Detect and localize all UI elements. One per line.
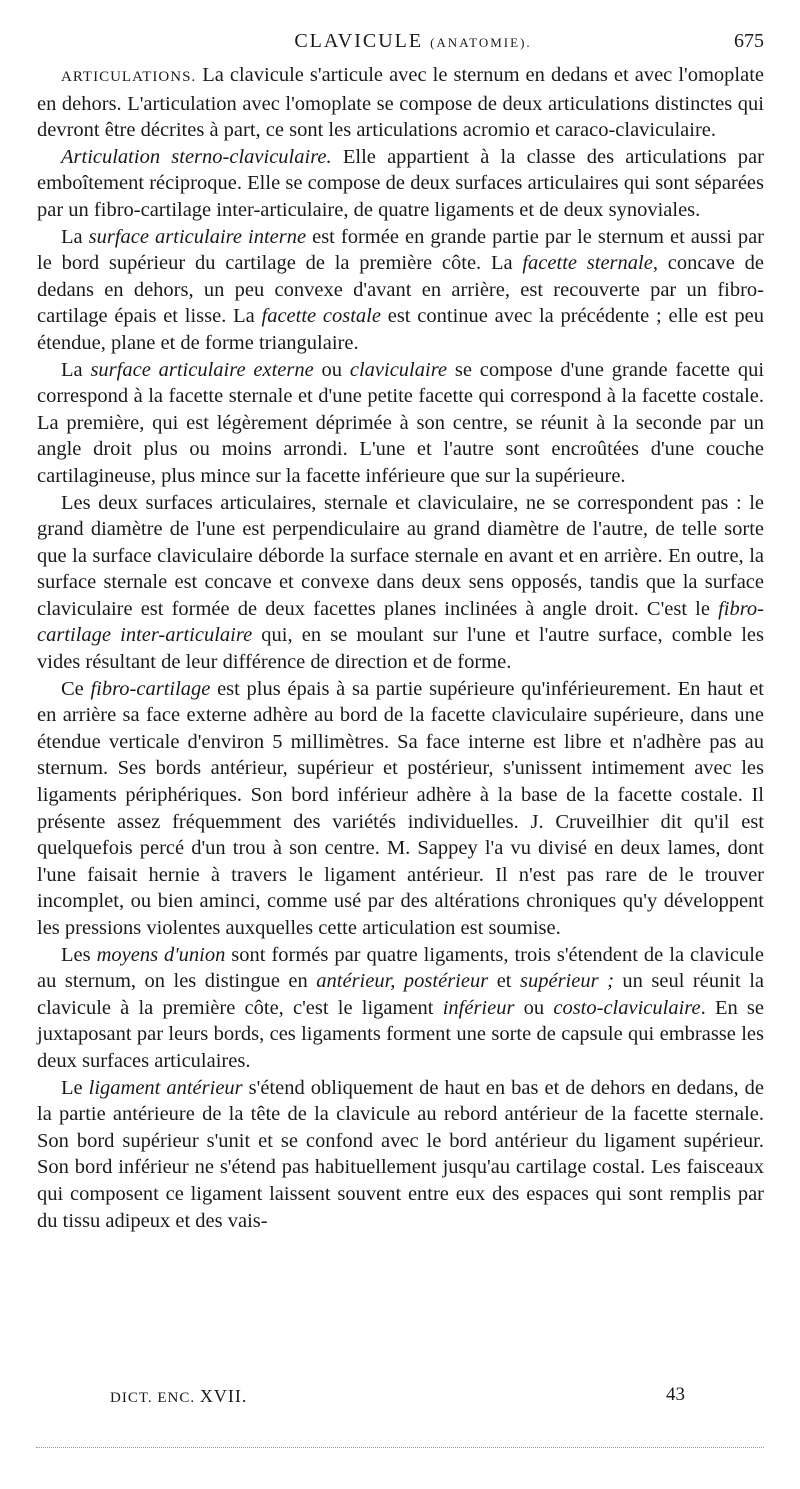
running-title-subtitle: (ANATOMIE). xyxy=(430,35,532,50)
text-run: qui, en se moulant sur l'une et l'autre surface, comble les vides résultant de leur différence de direction et de forme. xyxy=(37,624,764,674)
page-footer xyxy=(110,1382,685,1408)
text-run: La xyxy=(61,358,91,381)
paragraph xyxy=(37,357,764,490)
paragraph xyxy=(37,942,764,1075)
text-run: Les xyxy=(61,943,97,966)
text-run: . En se juxtaposant par leurs bords, ces ligaments forment une sorte de capsule qui embrasse les deux surfaces articulaires. xyxy=(37,996,764,1072)
italic-term: ligament antérieur xyxy=(88,1076,243,1099)
text-run: , concave de dedans en dehors, un peu convexe d'avant en arrière, est recouverte par un fibro-cartilage épais et lisse. La xyxy=(37,252,765,328)
paragraph xyxy=(37,224,764,357)
paragraph xyxy=(37,1075,764,1235)
italic-term: antérieur, postérieur xyxy=(316,970,489,993)
text-run: La clavicule s'articule avec le sternum en dedans et avec l'omoplate en dehors. L'articulation avec l'omoplate se compose de deux articulations distinctes qui devront être décrites à part, ce sont les articulations acromio et caraco-claviculaire. xyxy=(37,64,764,142)
text-run: Ce xyxy=(61,677,91,700)
text-run: est continue avec la précédente ; elle est peu étendue, plane et de forme triangulaire. xyxy=(37,305,764,354)
italic-term: claviculaire xyxy=(349,358,448,381)
running-head xyxy=(62,30,764,54)
paragraph xyxy=(37,490,764,676)
text-run: Les deux surfaces articulaires, sternale et claviculaire, ne se correspondent pas : le grand diamètre de l'une est perpendiculaire au grand diamètre de l'autre, de telle sorte que la surface claviculaire déborde la surface sternale en avant et en arrière. En outre, la surface sternale est concave et convexe dans deux sens opposés, tandis que la surface claviculaire est formée de deux facettes planes inclinées à angle droit. C'est le xyxy=(37,491,764,620)
italic-term: fibro-cartilage xyxy=(90,677,211,700)
paragraph xyxy=(37,62,764,144)
text-run: La xyxy=(61,225,89,248)
running-title xyxy=(62,30,764,53)
text-run: et xyxy=(488,970,520,993)
body-text xyxy=(37,62,764,1234)
italic-term: Articulation sterno-claviculaire. xyxy=(61,145,332,168)
section-heading: ARTICULATIONS. xyxy=(61,69,197,85)
text-run: sont formés par quatre ligaments, trois s'étendent de la clavicule au sternum, on les distingue en xyxy=(37,943,764,993)
paragraph xyxy=(37,676,764,942)
page-number: 675 xyxy=(734,30,764,52)
printer-signature xyxy=(110,1386,247,1407)
italic-term: surface articulaire externe xyxy=(90,358,314,381)
italic-term: inférieur xyxy=(442,996,515,1019)
paragraph xyxy=(37,144,764,224)
italic-term: facette sternale xyxy=(522,252,653,275)
text-run: un seul réunit la clavicule à la première côte, c'est le ligament xyxy=(37,970,765,1019)
text-run: ou xyxy=(514,996,554,1019)
signature-label: DICT. ENC. xyxy=(110,1390,196,1406)
text-run: est formée en grande partie par le sternum et aussi par le bord supérieur du cartilage de la première côte. La xyxy=(37,225,764,275)
text-run: s'étend obliquement de haut en bas et de dehors en dedans, de la partie antérieure de la tête de la clavicule au rebord antérieur de la facette sternale. Son bord supérieur s'unit et se confond avec le bord antérieur du ligament supérieur. Son bord inférieur ne s'étend pas habituellement jusqu'au cartilage costal. Les faisceaux qui composent ce ligament laissent souvent entre eux des espaces qui sont remplis par du tissu adipeux et des vais- xyxy=(37,1076,764,1232)
italic-term: moyens d'union xyxy=(96,943,226,966)
text-run: Elle appartient à la classe des articulations par emboîtement réciproque. Elle se compose de deux surfaces articulaires qui sont séparées par un fibro-cartilage inter-articulaire, de quatre ligaments et de deux synoviales. xyxy=(37,145,764,221)
italic-term: surface articulaire interne xyxy=(88,225,307,248)
text-run: est plus épais à sa partie supérieure qu'inférieurement. En haut et en arrière sa face externe adhère au bord de la facette claviculaire supérieure, dans une étendue verticale d'environ 5 millimètres. Sa face interne est libre et n'adhère pas au sternum. Ses bords antérieur, supérieur et postérieur, s'unissent intimement avec les ligaments périphériques. Son bord inférieur adhère à la base de la facette costale. Il présente assez fréquemment des variétés individuelles. J. Cruveilhier dit qu'il est quelquefois percé d'un trou à son centre. M. Sappey l'a vu divisé en deux lames, dont l'une faisait hernie à travers le ligament antérieur. Il n'est pas rare de le trouver incomplet, ou bien aminci, comme usé par des altérations chroniques qu'y développent les pressions violentes auxquelles cette articulation est soumise. xyxy=(37,677,764,939)
sheet-number: 43 xyxy=(666,1384,685,1405)
italic-term: fibro-cartilage inter-articulaire xyxy=(37,597,764,647)
bottom-dotted-rule xyxy=(36,1447,764,1448)
italic-term: costo-claviculaire xyxy=(553,996,701,1019)
text-run: ou xyxy=(313,358,350,381)
running-title-main: CLAVICULE xyxy=(294,30,424,52)
italic-term: facette costale xyxy=(261,305,381,328)
text-run: Le xyxy=(61,1076,89,1099)
text-run: se compose d'une grande facette qui correspond à la facette sternale et d'une petite facette qui correspond à la facette costale. La première, qui est légèrement déprimée à son centre, se réunit à la seconde par un angle droit plus ou moins arrondi. L'une et l'autre sont encroûtées d'une couche cartilagineuse, plus mince sur la facette inférieure que sur la supérieure. xyxy=(37,358,765,487)
signature-volume: XVII. xyxy=(199,1386,248,1406)
italic-term: supérieur ; xyxy=(520,970,614,993)
